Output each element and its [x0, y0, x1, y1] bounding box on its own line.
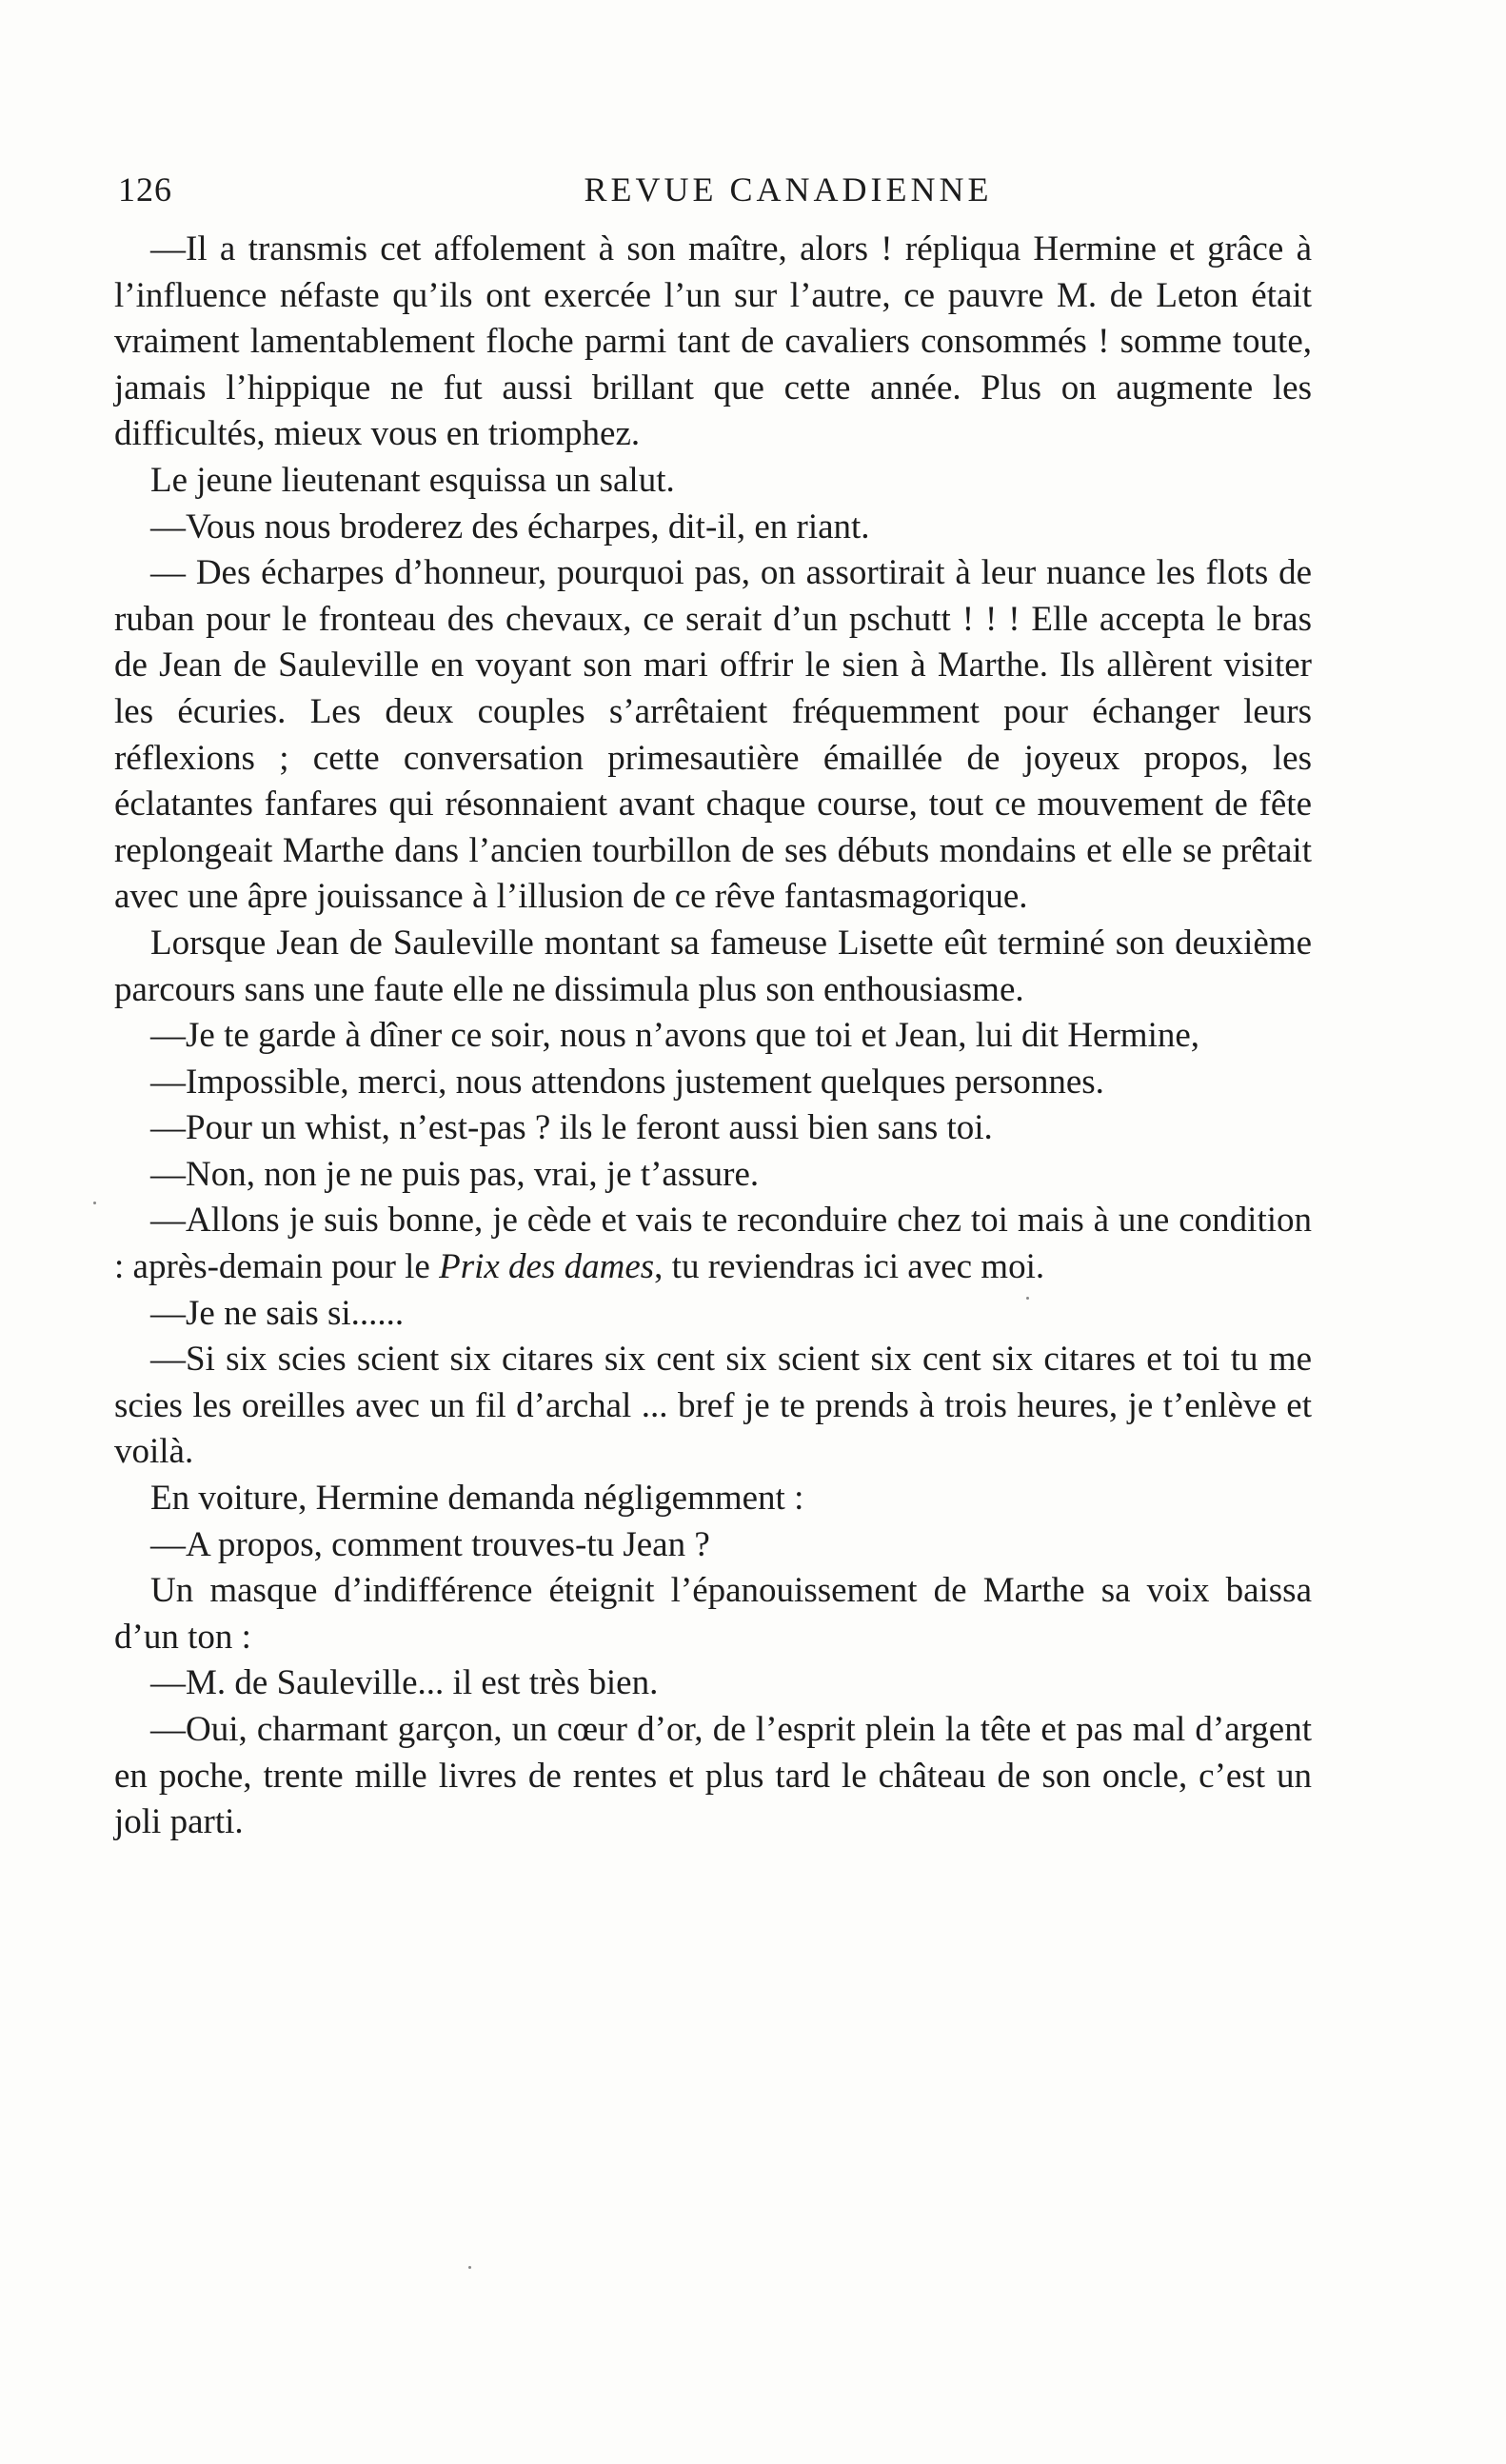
- paragraph: —Oui, charmant garçon, un cœur d’or, de l’esprit plein la tête et pas mal d’argent en poche, trente mille livres de rentes et plus tard le château de son oncle, c’est un joli parti.: [114, 1710, 1312, 1842]
- page-number: 126: [118, 170, 172, 209]
- body-text: [114, 227, 1312, 1846]
- paragraph: Lorsque Jean de Sauleville montant sa fameuse Lisette eût terminé son deuxième parcours sans une faute elle ne dissimula plus son enthousiasme.: [114, 923, 1312, 1009]
- paragraph: —M. de Sauleville... il est très bien.: [150, 1663, 659, 1703]
- paragraph: Le jeune lieutenant esquissa un salut.: [150, 460, 675, 500]
- paper-speck: [468, 2266, 471, 2269]
- paragraph: —Non, non je ne puis pas, vrai, je t’assure.: [150, 1154, 760, 1194]
- paragraph: Un masque d’indifférence éteignit l’épanouissement de Marthe sa voix baissa d’un ton :: [114, 1571, 1312, 1657]
- paragraph: —Il a transmis cet affolement à son maître, alors ! répliqua Hermine et grâce à l’influence néfaste qu’ils ont exercée l’un sur l’autre, ce pauvre M. de Leton était vraiment lamentablement floche parmi tant de cavaliers consommés ! somme toute, jamais l’hippique ne fut aussi brillant que cette année. Plus on augmente les difficultés, mieux vous en triomphez.: [114, 229, 1312, 454]
- italic-title: Prix des dames: [439, 1247, 655, 1287]
- running-head: REVUE CANADIENNE: [584, 170, 993, 209]
- paragraph: En voiture, Hermine demanda négligemment :: [150, 1479, 804, 1519]
- paragraph: —A propos, comment trouves-tu Jean ?: [150, 1524, 710, 1564]
- paragraph: —Je ne sais si......: [150, 1293, 405, 1333]
- paper-speck: [93, 1202, 96, 1204]
- paragraph: —Pour un whist, n’est-pas ? ils le feront aussi bien sans toi.: [150, 1108, 993, 1148]
- paragraph-text: , tu reviendras ici avec moi.: [654, 1247, 1045, 1287]
- paragraph-prix-des-dames: [114, 1198, 1312, 1290]
- paragraph: —Vous nous broderez des écharpes, dit-il, en riant.: [150, 507, 870, 546]
- paper-speck: [1026, 1297, 1029, 1300]
- paragraph-text: —Allons je suis bonne, je cède et vais te reconduire chez toi mais à une condition : après-demain pour le: [114, 1201, 1312, 1287]
- paragraph: —Si six scies scient six citares six cent six scient six cent six citares et toi tu me scies les oreilles avec un fil d’archal ... bref je te prends à trois heures, je t’enlève et voilà.: [114, 1340, 1312, 1472]
- paragraph: —Je te garde à dîner ce soir, nous n’avons que toi et Jean, lui dit Hermine,: [150, 1016, 1200, 1056]
- page-header: [118, 169, 1306, 217]
- paragraph: — Des écharpes d’honneur, pourquoi pas, on assortirait à leur nuance les flots de ruban pour le fronteau des chevaux, ce serait d’un pschutt ! ! ! Elle accepta le bras de Jean de Sauleville en voyant son mari offrir le sien à Marthe. Ils allèrent visiter les écuries. Les deux couples s’arrêtaient fréquemment pour échanger leurs réflexions ; cette conversation primesautière émaillée de joyeux propos, les éclatantes fanfares qui résonnaient avant chaque course, tout ce mouvement de fête replongeait Marthe dans l’ancien tourbillon de ses débuts mondains et elle se prêtait avec une âpre jouissance à l’illusion de ce rêve fantasmagorique.: [114, 553, 1312, 917]
- paragraph: —Impossible, merci, nous attendons justement quelques personnes.: [150, 1062, 1104, 1102]
